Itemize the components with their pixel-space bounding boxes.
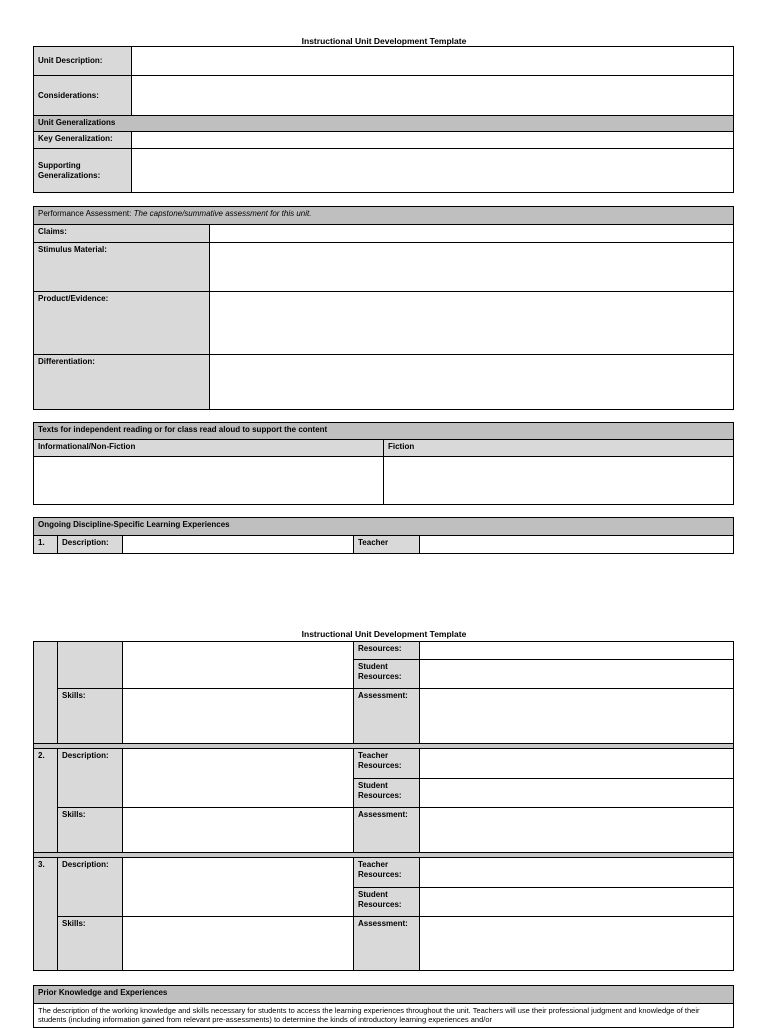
unit-generalizations-header: Unit Generalizations [34,116,734,132]
supporting-generalizations-field[interactable] [132,149,734,193]
page-title: Instructional Unit Development Template [301,36,467,46]
experience-3-teacher-resources-label: Teacher Resources: [354,858,420,888]
texts-table [33,422,734,505]
experience-3-assessment-label: Assessment: [354,917,420,971]
experience-1-student-resources-label: Student Resources: [354,660,420,689]
experience-2-teacher-resources-label: Teacher Resources: [354,749,420,779]
performance-assessment-note: The capstone/summative assessment for this unit. [133,209,312,218]
experience-1-number-cont [34,642,58,744]
experience-2-number: 2. [34,749,58,853]
description-field[interactable] [123,536,354,554]
experience-2-description-field[interactable] [123,749,354,808]
informational-column-header: Informational/Non-Fiction [34,440,384,457]
claims-field[interactable] [210,225,734,243]
ongoing-experiences-table [33,517,734,554]
experience-2-assessment-label: Assessment: [354,808,420,853]
fiction-column-header: Fiction [384,440,734,457]
experience-1-student-resources-field[interactable] [420,660,734,689]
considerations-field[interactable] [132,76,734,116]
experience-3-assessment-field[interactable] [420,917,734,971]
performance-assessment-header [34,207,734,225]
differentiation-label: Differentiation: [34,355,210,410]
product-evidence-field[interactable] [210,292,734,355]
experience-2-skills-field[interactable] [123,808,354,853]
key-generalization-label: Key Generalization: [34,132,132,149]
unit-description-label: Unit Description: [34,47,132,76]
experience-2-skills-label: Skills: [58,808,123,853]
performance-assessment-table [33,206,734,410]
key-generalization-field[interactable] [132,132,734,149]
considerations-label: Considerations: [34,76,132,116]
experience-1-skills-label: Skills: [58,689,123,744]
unit-description-field[interactable] [132,47,734,76]
differentiation-field[interactable] [210,355,734,410]
experience-1-resources-label: Resources: [354,642,420,660]
experience-3-teacher-resources-field[interactable] [420,858,734,888]
informational-field[interactable] [34,457,384,505]
experience-2-student-resources-label: Student Resources: [354,779,420,808]
teacher-label: Teacher [354,536,420,554]
prior-knowledge-text: The description of the working knowledge and skills necessary for students to access the learning experiences throughout the unit. Teachers will use their professional judgment and knowledge of their students (including information gained from relevant pre-assessments) to determine the kinds of introductory learning experiences and/or [34,1004,734,1028]
supporting-generalizations-label: Supporting Generalizations: [34,149,132,193]
experience-3-student-resources-field[interactable] [420,888,734,917]
product-evidence-label: Product/Evidence: [34,292,210,355]
experience-3-skills-label: Skills: [58,917,123,971]
prior-knowledge-header: Prior Knowledge and Experiences [34,986,734,1004]
experience-number: 1. [34,536,58,554]
experience-3-description-label: Description: [58,858,123,917]
stimulus-material-field[interactable] [210,243,734,292]
experience-3-student-resources-label: Student Resources: [354,888,420,917]
claims-label: Claims: [34,225,210,243]
experience-2-description-label: Description: [58,749,123,808]
page-2-title: Instructional Unit Development Template [301,629,467,639]
stimulus-material-label: Stimulus Material: [34,243,210,292]
experience-3-skills-field[interactable] [123,917,354,971]
experience-1-resources-field[interactable] [420,642,734,660]
experience-1-description-field-cont[interactable] [123,642,354,689]
ongoing-experiences-continued-table [33,641,734,971]
experience-3-number: 3. [34,858,58,971]
experience-1-assessment-label: Assessment: [354,689,420,744]
texts-header: Texts for independent reading or for class read aloud to support the content [34,423,734,440]
prior-knowledge-table [33,985,734,1028]
unit-table [33,46,734,193]
performance-assessment-label: Performance Assessment: [38,209,132,218]
experience-1-skills-field[interactable] [123,689,354,744]
experience-2-assessment-field[interactable] [420,808,734,853]
experience-1-assessment-field[interactable] [420,689,734,744]
ongoing-experiences-header: Ongoing Discipline-Specific Learning Experiences [34,518,734,536]
experience-2-student-resources-field[interactable] [420,779,734,808]
description-label: Description: [58,536,123,554]
teacher-resources-field[interactable] [420,536,734,554]
experience-3-description-field[interactable] [123,858,354,917]
experience-2-teacher-resources-field[interactable] [420,749,734,779]
experience-1-description-cont [58,642,123,689]
fiction-field[interactable] [384,457,734,505]
